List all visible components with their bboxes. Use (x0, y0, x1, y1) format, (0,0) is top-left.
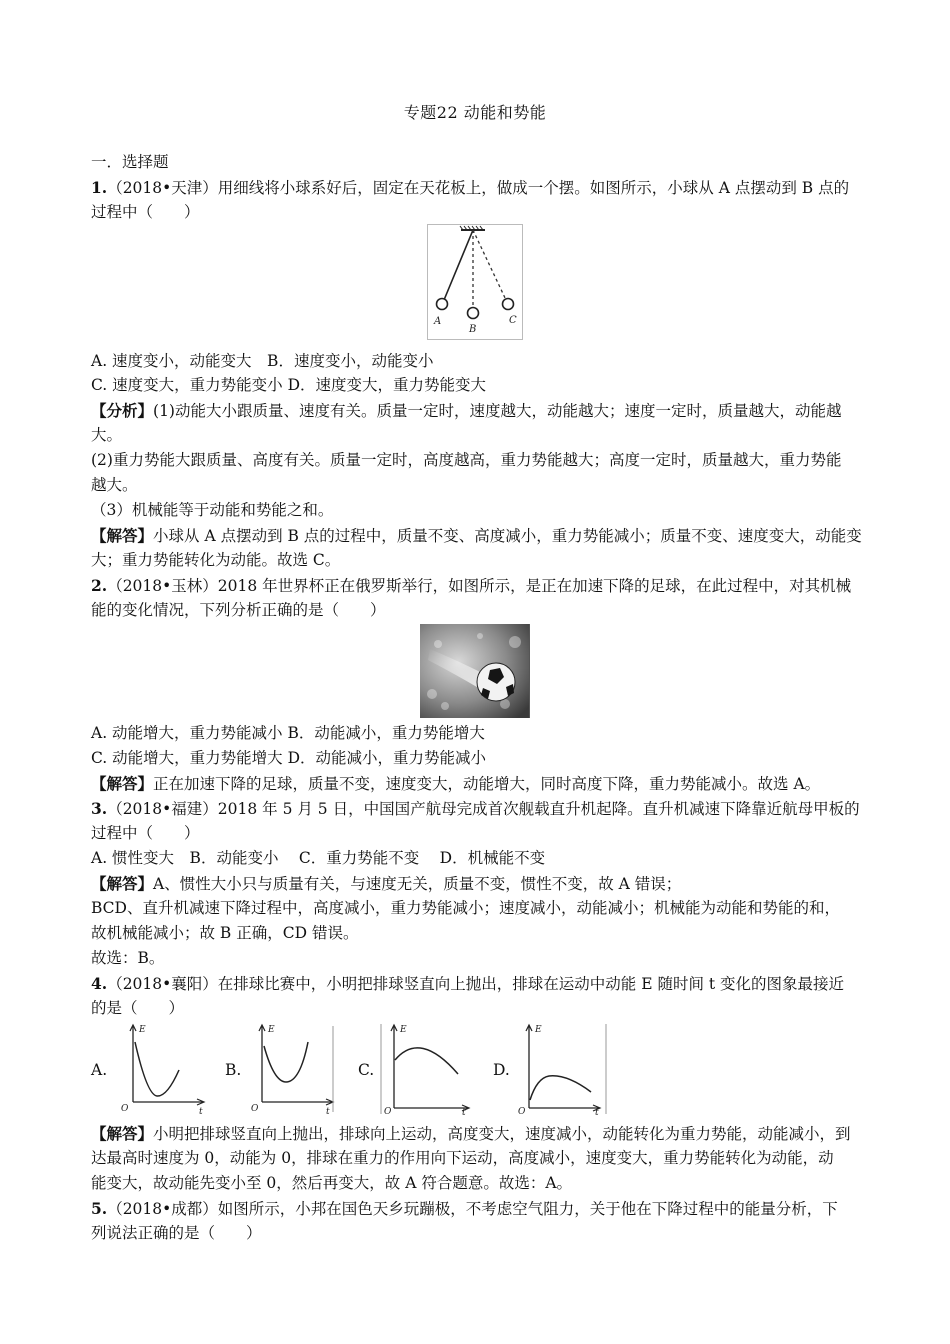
pendulum-label-b: B (469, 324, 477, 335)
q3-answer-b: BCD、直升机减速下降过程中，高度减小，重力势能减小；速度减小，动能减小；机械能为动能和势能的和， (91, 899, 840, 917)
q2-stem-line1: 2.（2018•玉林）2018 年世界杯正在俄罗斯举行，如图所示，是正在加速下降的足球，在此过程中，对其机械 (91, 576, 852, 595)
q5-stem-line1: 5.（2018•成都）如图所示，小邦在国色天乡玩蹦极，不考虑空气阻力，关于他在下降过程中的能量分析，下 (91, 1199, 838, 1218)
graph-option-c-letter: C. (358, 1061, 375, 1079)
q5-stem-line2: 列说法正确的是（ ） (91, 1224, 262, 1242)
graph-c-x-label: t (462, 1108, 466, 1115)
q3-stem-line2: 过程中（ ） (91, 824, 200, 842)
q1-stem-line2: 过程中（ ） (91, 203, 200, 221)
q3-number: 3. (91, 799, 108, 818)
q1-analysis-2b: 越大。 (91, 476, 138, 494)
graph-d (515, 1020, 610, 1115)
graph-a-y-label: E (139, 1025, 146, 1035)
q4-stem-line1: 4.（2018•襄阳）在排球比赛中，小明把排球竖直向上抛出，排球在运动中动能 E 随时间 t 变化的图象最接近 (91, 974, 845, 993)
q1-answer-a: 【解答】小球从 A 点摆动到 B 点的过程中，质量不变、高度减小，重力势能减小；质量不变、速度变大，动能变 (91, 526, 862, 545)
pendulum-label-a: A (434, 316, 442, 327)
football-photo (420, 624, 530, 718)
graph-b (248, 1020, 338, 1115)
graph-option-d-letter: D. (493, 1061, 510, 1079)
q1-options-line2: C. 速度变大，重力势能变小 D．速度变大，重力势能变大 (91, 376, 487, 394)
q4-stem-line2: 的是（ ） (91, 999, 185, 1017)
graph-d-origin: O (518, 1107, 526, 1115)
q2-number: 2. (91, 576, 108, 595)
graph-b-y-label: E (268, 1025, 275, 1035)
section-heading: 一．选择题 (91, 153, 169, 171)
q1-analysis-1a: 【分析】(1)动能大小跟质量、速度有关。质量一定时，速度越大，动能越大；速度一定时，质量越大，动能越 (91, 401, 842, 420)
q3-answer-d: 故选：B。 (91, 949, 165, 967)
q2-options-line1: A. 动能增大，重力势能减小 B．动能减小，重力势能增大 (91, 724, 485, 742)
graph-c (380, 1020, 475, 1115)
q4-answer-a: 【解答】小明把排球竖直向上抛出，排球向上运动，高度变大，速度减小，动能转化为重力势能，动能减小，到 (91, 1124, 851, 1143)
q4-number: 4. (91, 974, 108, 993)
q3-options: A. 惯性变大 B．动能变小 C．重力势能不变 D．机械能不变 (91, 849, 546, 867)
q2-options-line2: C. 动能增大，重力势能增大 D．动能减小，重力势能减小 (91, 749, 487, 767)
q3-stem-line1: 3.（2018•福建）2018 年 5 月 5 日，中国国产航母完成首次舰载直升机起降。直升机减速下降靠近航母甲板的 (91, 799, 860, 818)
q1-analysis-1b: 大。 (91, 426, 123, 444)
q3-answer-c: 故机械能减小；故 B 正确，CD 错误。 (91, 924, 359, 942)
q4-answer-c: 能变大，故动能先变小至 0，然后再变大，故 A 符合题意。故选：A。 (91, 1174, 573, 1192)
q3-answer-a: 【解答】A、惯性大小只与质量有关，与速度无关，质量不变，惯性不变，故 A 错误； (91, 874, 682, 893)
graph-c-y-label: E (400, 1025, 407, 1035)
pendulum-label-c: C (509, 315, 517, 326)
graph-b-x-label: t (326, 1107, 330, 1115)
page-title: 专题22 动能和势能 (403, 103, 547, 122)
graph-d-y-label: E (535, 1025, 542, 1035)
q4-answer-b: 达最高时速度为 0，动能为 0，排球在重力的作用向下运动，高度减小，速度变大，重力势能转化为动能，动 (91, 1149, 834, 1167)
pendulum-figure (427, 224, 523, 340)
graph-option-a-letter: A. (91, 1061, 108, 1079)
graph-a-x-label: t (199, 1107, 203, 1115)
q1-options-line1: A. 速度变小，动能变大 B．速度变小，动能变小 (91, 352, 434, 370)
graph-c-origin: O (384, 1107, 392, 1115)
q1-analysis-3: （3）机械能等于动能和势能之和。 (91, 501, 334, 519)
q1-analysis-2a: (2)重力势能大跟质量、高度有关。质量一定时，高度越高，重力势能越大；高度一定时，质量越大，重力势能 (91, 451, 842, 469)
q1-number: 1. (91, 178, 108, 197)
q1-answer-b: 大；重力势能转化为动能。故选 C。 (91, 551, 341, 569)
graph-d-x-label: t (595, 1108, 599, 1115)
q2-stem-line2: 能的变化情况，下列分析正确的是（ ） (91, 601, 386, 619)
q2-answer: 【解答】正在加速下降的足球，质量不变，速度变大，动能增大，同时高度下降，重力势能减小。故选 A。 (91, 774, 821, 793)
graph-a (117, 1020, 207, 1115)
q1-stem-line1: 1.（2018•天津）用细线将小球系好后，固定在天花板上，做成一个摆。如图所示，小球从 A 点摆动到 B 点的 (91, 178, 850, 197)
graph-option-b-letter: B. (225, 1061, 242, 1079)
graph-a-origin: O (121, 1104, 129, 1114)
graph-b-origin: O (251, 1104, 259, 1114)
q5-number: 5. (91, 1199, 108, 1218)
